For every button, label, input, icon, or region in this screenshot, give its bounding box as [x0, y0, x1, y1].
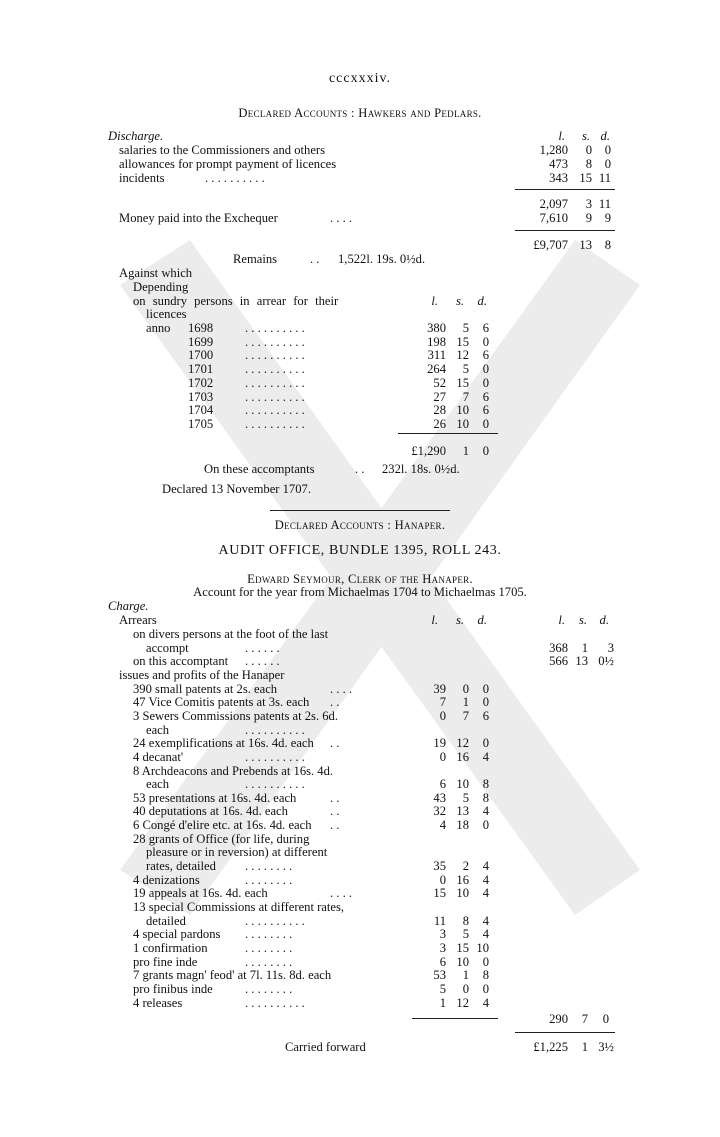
carried-forward-pence: 3½	[598, 1040, 614, 1054]
leader-dots: . . . . . . . . . .	[245, 722, 305, 737]
leader-dots: . . . . . . . . . .	[245, 777, 305, 792]
item-shillings: 1	[462, 968, 469, 983]
item-shillings: 10	[456, 954, 469, 969]
item-shillings: 16	[456, 749, 469, 764]
arrear-pounds: 27	[433, 389, 446, 404]
arrears-pence: 0½	[598, 654, 614, 669]
section-title-hanaper: Declared Accounts : Hanaper.	[274, 518, 446, 532]
charge-item-text: 4 special pardons	[133, 927, 221, 942]
amount-pounds: 1,280	[539, 143, 568, 157]
leader-dots: . . . . . . . .	[245, 927, 293, 942]
arrear-pounds: 311	[427, 348, 446, 363]
arrear-total-pence: 0	[482, 444, 489, 458]
sundry-line2: licences	[146, 307, 187, 321]
item-shillings: 15	[456, 940, 469, 955]
charge-item-text: 19 appeals at 16s. 4d. each	[133, 886, 268, 901]
item-pounds: 0	[439, 749, 446, 764]
item-pence: 4	[482, 859, 489, 874]
item-shillings: 12	[456, 995, 469, 1010]
charge-item-text: 7 grants magn' feod' at 7l. 11s. 8d. each	[133, 968, 332, 983]
charge-item-text: 4 decanat'	[133, 749, 184, 764]
item-shillings: 16	[456, 872, 469, 887]
clerk-line: Edward Seymour, Clerk of the Hanaper.	[247, 572, 473, 586]
leader-dots: . . . .	[330, 886, 353, 901]
remains-label: Remains	[233, 252, 278, 266]
item-pence: 0	[482, 695, 489, 710]
exchequer-label: Money paid into the Exchequer	[119, 211, 278, 225]
charge-item-text: 390 small patents at 2s. each	[133, 681, 278, 696]
leader-dots: . . . . . .	[245, 640, 280, 655]
charge-item-text: pro finibus inde	[133, 981, 213, 996]
item-pounds: 0	[439, 872, 446, 887]
arrears-pounds: 368	[549, 640, 568, 655]
col-header: d.	[600, 129, 610, 143]
item-shillings: 18	[456, 818, 469, 833]
arrears-label: Arrears	[119, 613, 157, 627]
col-header: l.	[558, 613, 565, 627]
item-shillings: 0	[462, 681, 469, 696]
arrear-pounds: 264	[427, 362, 446, 377]
leader-dots: . . . . . . . . . .	[245, 995, 305, 1010]
charge-item-text: issues and profits of the Hanaper	[119, 667, 285, 682]
arrear-pence: 0	[482, 334, 489, 349]
leader-dots: . . . . . . . .	[245, 954, 293, 969]
leader-dots: . . . . . . . . . .	[245, 334, 305, 349]
arrears-shillings: 13	[575, 654, 588, 669]
leader-dots: . . . .	[330, 211, 353, 225]
item-pounds: 4	[439, 818, 446, 833]
exchequer-shillings: 9	[585, 211, 592, 225]
item-pence: 4	[482, 749, 489, 764]
arrear-pence: 6	[482, 389, 489, 404]
leader-dots: . . . . . . . .	[245, 859, 293, 874]
item-pence: 0	[482, 736, 489, 751]
leader-dots: . . . . . . . . . .	[245, 913, 305, 928]
carried-forward-shillings: 1	[581, 1040, 588, 1054]
col-header: d.	[477, 613, 487, 627]
col-header: l.	[431, 613, 438, 627]
arrear-total-pounds: £1,290	[411, 444, 446, 458]
item-shillings: 7	[462, 708, 469, 723]
depending-label: Depending	[133, 280, 189, 294]
sum-rule	[515, 230, 615, 231]
item-pounds: 35	[433, 859, 446, 874]
arrear-shillings: 5	[462, 362, 469, 377]
leader-dots: . . . . . . . . . .	[245, 749, 305, 764]
discharge-row-label: allowances for prompt payment of licences	[119, 157, 337, 171]
subtotal-shillings: 3	[585, 197, 592, 211]
item-shillings: 1	[462, 695, 469, 710]
arrear-year: 1700	[188, 348, 214, 363]
discharge-row-label: salaries to the Commissioners and others	[119, 143, 326, 157]
total-shillings: 13	[579, 238, 592, 252]
item-pence: 0	[482, 954, 489, 969]
arrear-pence: 6	[482, 321, 489, 335]
item-pence: 8	[482, 968, 489, 983]
item-pounds: 53	[433, 968, 446, 983]
item-pounds: 1	[439, 995, 446, 1010]
arrear-pounds: 380	[427, 321, 446, 335]
col-header: l.	[558, 129, 565, 143]
charge-item-text: 4 denizations	[133, 872, 200, 887]
charge-item-text: 24 exemplifications at 16s. 4d. each	[133, 736, 314, 751]
arrears-shillings: 1	[581, 640, 588, 655]
charge-item-text: 47 Vice Comitis patents at 3s. each	[133, 695, 310, 710]
leader-dots: . . . . . .	[245, 654, 280, 669]
amount-pence: 0	[604, 157, 611, 171]
arrear-year: 1701	[188, 362, 214, 377]
item-pounds: 32	[433, 804, 446, 819]
amount-shillings: 15	[579, 171, 592, 185]
charge-item-text: 13 special Commissions at different rates,	[133, 900, 345, 914]
sum-rule	[398, 433, 498, 434]
charge-item-text: 8 Archdeacons and Prebends at 16s. 4d.	[133, 763, 334, 778]
charge-item-text: detailed	[146, 913, 186, 928]
arrear-shillings: 15	[456, 375, 469, 390]
total-pence: 8	[604, 238, 611, 252]
arrear-pence: 0	[482, 375, 489, 390]
charge-item-text: 53 presentations at 16s. 4d. each	[133, 790, 297, 805]
arrear-shillings: 7	[462, 389, 469, 404]
sum-rule	[515, 189, 615, 190]
item-pence: 8	[482, 790, 489, 805]
item-pence: 4	[482, 804, 489, 819]
col-header: d.	[599, 613, 609, 627]
item-shillings: 8	[462, 913, 469, 928]
accomptants-value: 232l. 18s. 0½d.	[382, 462, 460, 476]
remains-value: 1,522l. 19s. 0½d.	[338, 252, 426, 266]
arrear-pence: 6	[482, 403, 489, 418]
charge-item-text: pleasure or in reversion) at different	[146, 845, 328, 860]
arrear-pounds: 52	[433, 375, 446, 390]
col-header: l.	[431, 294, 438, 308]
subtotal-pounds: 2,097	[539, 197, 568, 211]
item-pounds: 7	[439, 695, 446, 710]
leader-dots: . .	[330, 736, 340, 751]
item-shillings: 5	[462, 927, 469, 942]
charge-item-text: rates, detailed	[146, 859, 216, 874]
amount-pence: 11	[598, 171, 611, 185]
item-pounds: 11	[433, 913, 446, 928]
arrear-shillings: 5	[462, 321, 469, 335]
col-header: s.	[578, 613, 587, 627]
arrear-pounds: 26	[433, 416, 446, 431]
item-pence: 4	[482, 927, 489, 942]
amount-pence: 0	[604, 143, 611, 157]
leader-dots: . . . . . . . . . .	[245, 321, 305, 335]
leader-dots: . . . . . . . . . .	[205, 171, 265, 185]
subtotal-pence: 11	[598, 197, 611, 211]
item-pounds: 5	[439, 981, 446, 996]
charge-item-text: on divers persons at the foot of the last	[133, 627, 329, 641]
item-pounds: 19	[433, 736, 446, 751]
item-pence: 10	[476, 940, 489, 955]
item-pence: 4	[482, 913, 489, 928]
leader-dots: . .	[330, 695, 340, 710]
section-divider	[270, 510, 450, 511]
anno-label: anno	[146, 321, 171, 335]
charge-item-text: on this accomptant	[133, 654, 229, 669]
item-pence: 6	[482, 708, 489, 723]
leader-dots: . . . . . . . . . .	[245, 375, 305, 390]
exchequer-pounds: 7,610	[539, 211, 568, 225]
declared-date: Declared 13 November 1707.	[162, 482, 311, 496]
arrear-year: 1699	[188, 334, 214, 349]
charge-item-text: 3 Sewers Commissions patents at 2s. 6d.	[133, 708, 338, 723]
arrear-year: 1703	[188, 389, 214, 404]
amount-pounds: 473	[549, 157, 568, 171]
item-pence: 4	[482, 872, 489, 887]
item-pence: 0	[482, 818, 489, 833]
leader-dots: . . . . . . . .	[245, 872, 293, 887]
arrears-pounds: 566	[549, 654, 568, 669]
item-pence: 4	[482, 886, 489, 901]
arrear-shillings: 12	[456, 348, 469, 363]
arrear-pence: 0	[482, 416, 489, 431]
item-pounds: 6	[439, 954, 446, 969]
amount-shillings: 0	[585, 143, 592, 157]
discharge-label: Discharge.	[108, 129, 164, 143]
charge-item-text: 4 releases	[133, 995, 183, 1010]
item-pounds: 3	[439, 927, 446, 942]
charge-label: Charge.	[108, 599, 149, 613]
charge-item-text: 1 confirmation	[133, 940, 208, 955]
charge-item-text: 28 grants of Office (for life, during	[133, 831, 310, 846]
amount-pounds: 343	[549, 171, 568, 185]
arrear-pounds: 28	[433, 403, 446, 418]
item-pence: 8	[482, 777, 489, 792]
against-which: Against which	[119, 266, 193, 280]
discharge-row-label: incidents	[119, 171, 165, 185]
item-shillings: 12	[456, 736, 469, 751]
arrear-year: 1698	[188, 321, 214, 335]
leader-dots: . . . . . . . . . .	[245, 362, 305, 377]
audit-reference: AUDIT OFFICE, BUNDLE 1395, ROLL 243.	[218, 543, 502, 558]
item-pounds: 3	[439, 940, 446, 955]
item-shillings: 2	[462, 859, 469, 874]
item-pence: 0	[482, 981, 489, 996]
item-pence: 0	[482, 681, 489, 696]
col-header: s.	[455, 294, 464, 308]
item-shillings: 10	[456, 886, 469, 901]
charge-item-text: 6 Congé d'elire etc. at 16s. 4d. each	[133, 818, 312, 833]
item-pounds: 0	[439, 708, 446, 723]
arrear-shillings: 10	[456, 403, 469, 418]
charge-item-text: accompt	[146, 640, 189, 655]
total-pounds: £9,707	[533, 238, 568, 252]
sum-rule	[515, 1032, 615, 1033]
item-pounds: 43	[433, 790, 446, 805]
leader-dots: . . . . . . . . . .	[245, 389, 305, 404]
item-pounds: 39	[433, 681, 446, 696]
page-number: cccxxxiv.	[328, 71, 392, 86]
arrear-total-shillings: 1	[462, 444, 469, 458]
item-pence: 4	[482, 995, 489, 1010]
arrears-pence: 3	[607, 640, 614, 655]
leader-dots: . . . . . . . . . .	[245, 416, 305, 431]
arrear-year: 1705	[188, 416, 214, 431]
leader-dots: . .	[330, 818, 340, 833]
col-header: s.	[455, 613, 464, 627]
issues-total-pounds: 290	[549, 1012, 568, 1026]
leader-dots: . . . . . . . . . .	[245, 348, 305, 363]
account-line: Account for the year from Michaelmas 1704 to Michaelmas 1705.	[193, 585, 527, 599]
arrear-year: 1704	[188, 403, 214, 418]
item-shillings: 13	[456, 804, 469, 819]
item-shillings: 10	[456, 777, 469, 792]
col-header: s.	[581, 129, 590, 143]
leader-dots: . .	[310, 252, 320, 266]
charge-item-text: each	[146, 777, 170, 792]
item-shillings: 0	[462, 981, 469, 996]
col-header: d.	[477, 294, 487, 308]
sum-rule	[412, 1018, 498, 1019]
leader-dots: . . . . . . . . . .	[245, 403, 305, 418]
item-pounds: 15	[433, 886, 446, 901]
item-pounds: 6	[439, 777, 446, 792]
arrear-pounds: 198	[427, 334, 446, 349]
item-shillings: 5	[462, 790, 469, 805]
arrear-shillings: 10	[456, 416, 469, 431]
arrear-shillings: 15	[456, 334, 469, 349]
leader-dots: . . . . . . . .	[245, 981, 293, 996]
accomptants-label: On these accomptants	[204, 462, 315, 476]
arrear-year: 1702	[188, 375, 214, 390]
leader-dots: . . . .	[330, 681, 353, 696]
carried-forward-label: Carried forward	[285, 1040, 366, 1054]
exchequer-pence: 9	[604, 211, 611, 225]
arrear-pence: 6	[482, 348, 489, 363]
charge-item-text: pro fine inde	[133, 954, 198, 969]
carried-forward-pounds: £1,225	[533, 1040, 568, 1054]
leader-dots: . .	[330, 790, 340, 805]
amount-shillings: 8	[585, 157, 592, 171]
section-title-hawkers: Declared Accounts : Hawkers and Pedlars.	[238, 106, 482, 120]
leader-dots: . . . . . . . .	[245, 940, 293, 955]
issues-total-pence: 0	[602, 1012, 609, 1026]
charge-item-text: 40 deputations at 16s. 4d. each	[133, 804, 288, 819]
charge-item-text: each	[146, 722, 170, 737]
leader-dots: . .	[330, 804, 340, 819]
issues-total-shillings: 7	[581, 1012, 588, 1026]
sundry-line1: on sundry persons in arrear for their	[133, 294, 339, 308]
arrear-pence: 0	[482, 362, 489, 377]
leader-dots: . .	[355, 462, 365, 476]
